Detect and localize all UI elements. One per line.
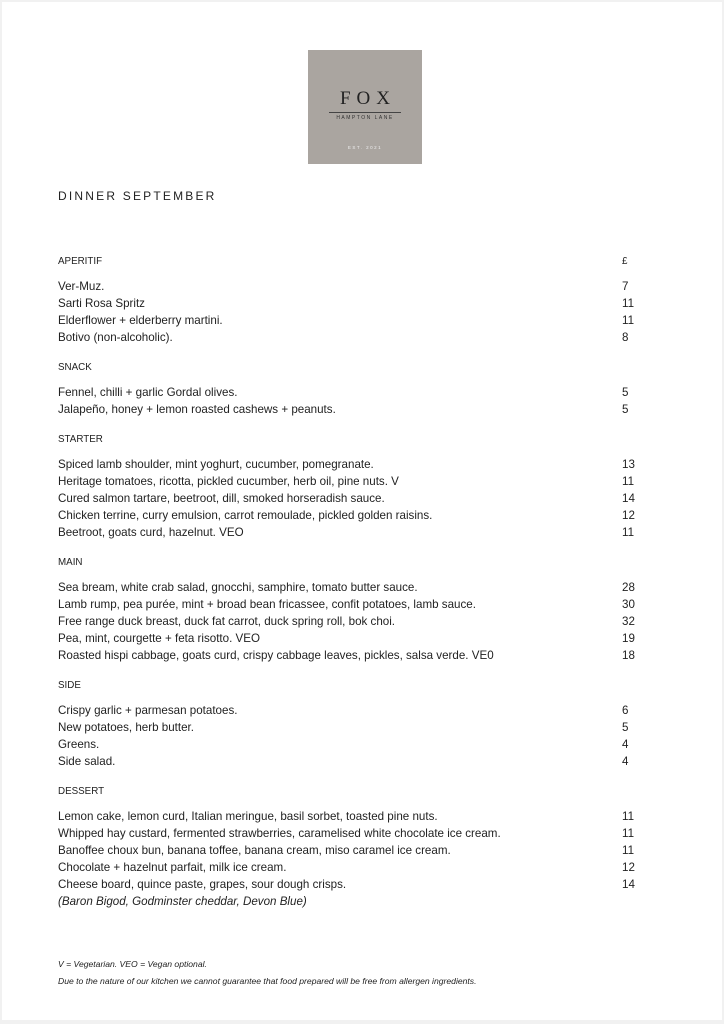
item-price: 13 [622,458,635,471]
item-name: Whipped hay custard, fermented strawberries, caramelised white chocolate ice cream. [58,827,501,840]
item-price: 12 [622,509,635,522]
item-price: 5 [622,721,629,734]
item-price: 28 [622,581,635,594]
item-price: 32 [622,615,635,628]
menu-item [58,401,632,418]
section-title: SNACK [58,362,92,373]
section-heading [58,433,632,456]
item-name: Jalapeño, honey + lemon roasted cashews + peanuts. [58,403,336,416]
menu-item [58,456,635,473]
section-title: MAIN [58,557,83,568]
logo-est: EST. 2021 [347,145,383,150]
section-title: SIDE [58,680,81,691]
item-name: Lemon cake, lemon curd, Italian meringue, basil sorbet, toasted pine nuts. [58,810,438,823]
menu-item [58,859,635,876]
item-price: 5 [622,386,629,399]
menu-title: DINNER SEPTEMBER [58,189,217,203]
section-title: STARTER [58,434,103,445]
menu-item [58,876,635,893]
item-name: Spiced lamb shoulder, mint yoghurt, cucumber, pomegranate. [58,458,374,471]
menu-section-side [58,679,632,770]
section-heading [58,556,632,579]
section-heading [58,255,632,278]
item-price: 11 [622,827,635,840]
item-price: 11 [622,844,635,857]
menu-section-dessert [58,785,635,910]
currency-label: £ [622,256,628,267]
logo-name: FOX [339,88,396,109]
item-price: 8 [622,331,629,344]
item-price: 6 [622,704,629,717]
item-name: New potatoes, herb butter. [58,721,194,734]
item-price: 30 [622,598,635,611]
footer [58,956,477,990]
menu-item [58,736,632,753]
logo-rule [329,112,401,113]
menu-item [58,647,635,664]
item-name: Free range duck breast, duck fat carrot, duck spring roll, bok choi. [58,615,396,628]
menu-item [58,490,635,507]
item-price: 11 [622,314,635,327]
item-name: Sarti Rosa Spritz [58,297,145,310]
section-heading [58,679,632,702]
menu-item [58,596,635,613]
item-name: Ver-Muz. [58,280,105,293]
fox-logo [308,50,422,164]
menu-item [58,613,635,630]
section-title: APERITIF [58,256,103,267]
menu-item [58,473,635,490]
menu-item [58,384,632,401]
menu-item [58,524,635,541]
section-heading [58,785,632,808]
item-name: Sea bream, white crab salad, gnocchi, samphire, tomato butter sauce. [58,581,418,594]
item-name: Crispy garlic + parmesan potatoes. [58,704,238,717]
menu-item [58,507,635,524]
menu-item [58,842,635,859]
item-price: 11 [622,810,635,823]
dietary-key: V = Vegetarian. VEO = Vegan optional. [58,959,207,969]
section-heading [58,361,632,384]
item-price: 4 [622,738,629,751]
menu-item [58,719,632,736]
allergen-notice: Due to the nature of our kitchen we cannot guarantee that food prepared will be free from allergen ingredients. [58,976,477,986]
menu-section-aperitif [58,255,635,346]
item-price: 7 [622,280,629,293]
menu-item [58,753,632,770]
item-name: Pea, mint, courgette + feta risotto. VEO [58,632,261,645]
item-name: Chicken terrine, curry emulsion, carrot remoulade, pickled golden raisins. [58,509,433,522]
item-name: Fennel, chilli + garlic Gordal olives. [58,386,238,399]
menu-item [58,579,635,596]
menu-sections [58,255,635,925]
item-name: Cured salmon tartare, beetroot, dill, smoked horseradish sauce. [58,492,385,505]
item-note: (Baron Bigod, Godminster cheddar, Devon Blue) [58,895,307,908]
menu-item [58,825,635,842]
menu-item [58,312,635,329]
menu-item [58,295,635,312]
menu-item [58,630,635,647]
menu-item [58,702,632,719]
item-price: 11 [622,297,635,310]
item-price: 19 [622,632,635,645]
item-name: Roasted hispi cabbage, goats curd, crispy cabbage leaves, pickles, salsa verde. VE0 [58,649,494,662]
menu-section-starter [58,433,635,541]
item-price: 5 [622,403,629,416]
item-price: 11 [622,475,635,488]
menu-item [58,808,635,825]
item-name: Botivo (non-alcoholic). [58,331,173,344]
menu-section-main [58,556,635,664]
item-name: Banoffee choux bun, banana toffee, banana cream, miso caramel ice cream. [58,844,451,857]
item-price: 11 [622,526,635,539]
item-price: 18 [622,649,635,662]
item-price: 14 [622,492,635,505]
item-name: Heritage tomatoes, ricotta, pickled cucumber, herb oil, pine nuts. V [58,475,399,488]
item-name: Lamb rump, pea purée, mint + broad bean fricassee, confit potatoes, lamb sauce. [58,598,476,611]
item-price: 12 [622,861,635,874]
item-price: 4 [622,755,629,768]
item-name: Elderflower + elderberry martini. [58,314,223,327]
item-name: Cheese board, quince paste, grapes, sour dough crisps. [58,878,347,891]
item-price: 14 [622,878,635,891]
section-title: DESSERT [58,786,105,797]
menu-page [2,2,722,1020]
item-name: Side salad. [58,755,116,768]
logo-subtitle: HAMPTON LANE [336,115,394,121]
item-name: Beetroot, goats curd, hazelnut. VEO [58,526,244,539]
item-name: Chocolate + hazelnut parfait, milk ice cream. [58,861,287,874]
item-name: Greens. [58,738,100,751]
menu-item [58,278,632,295]
menu-section-snack [58,361,632,418]
menu-item [58,329,632,346]
